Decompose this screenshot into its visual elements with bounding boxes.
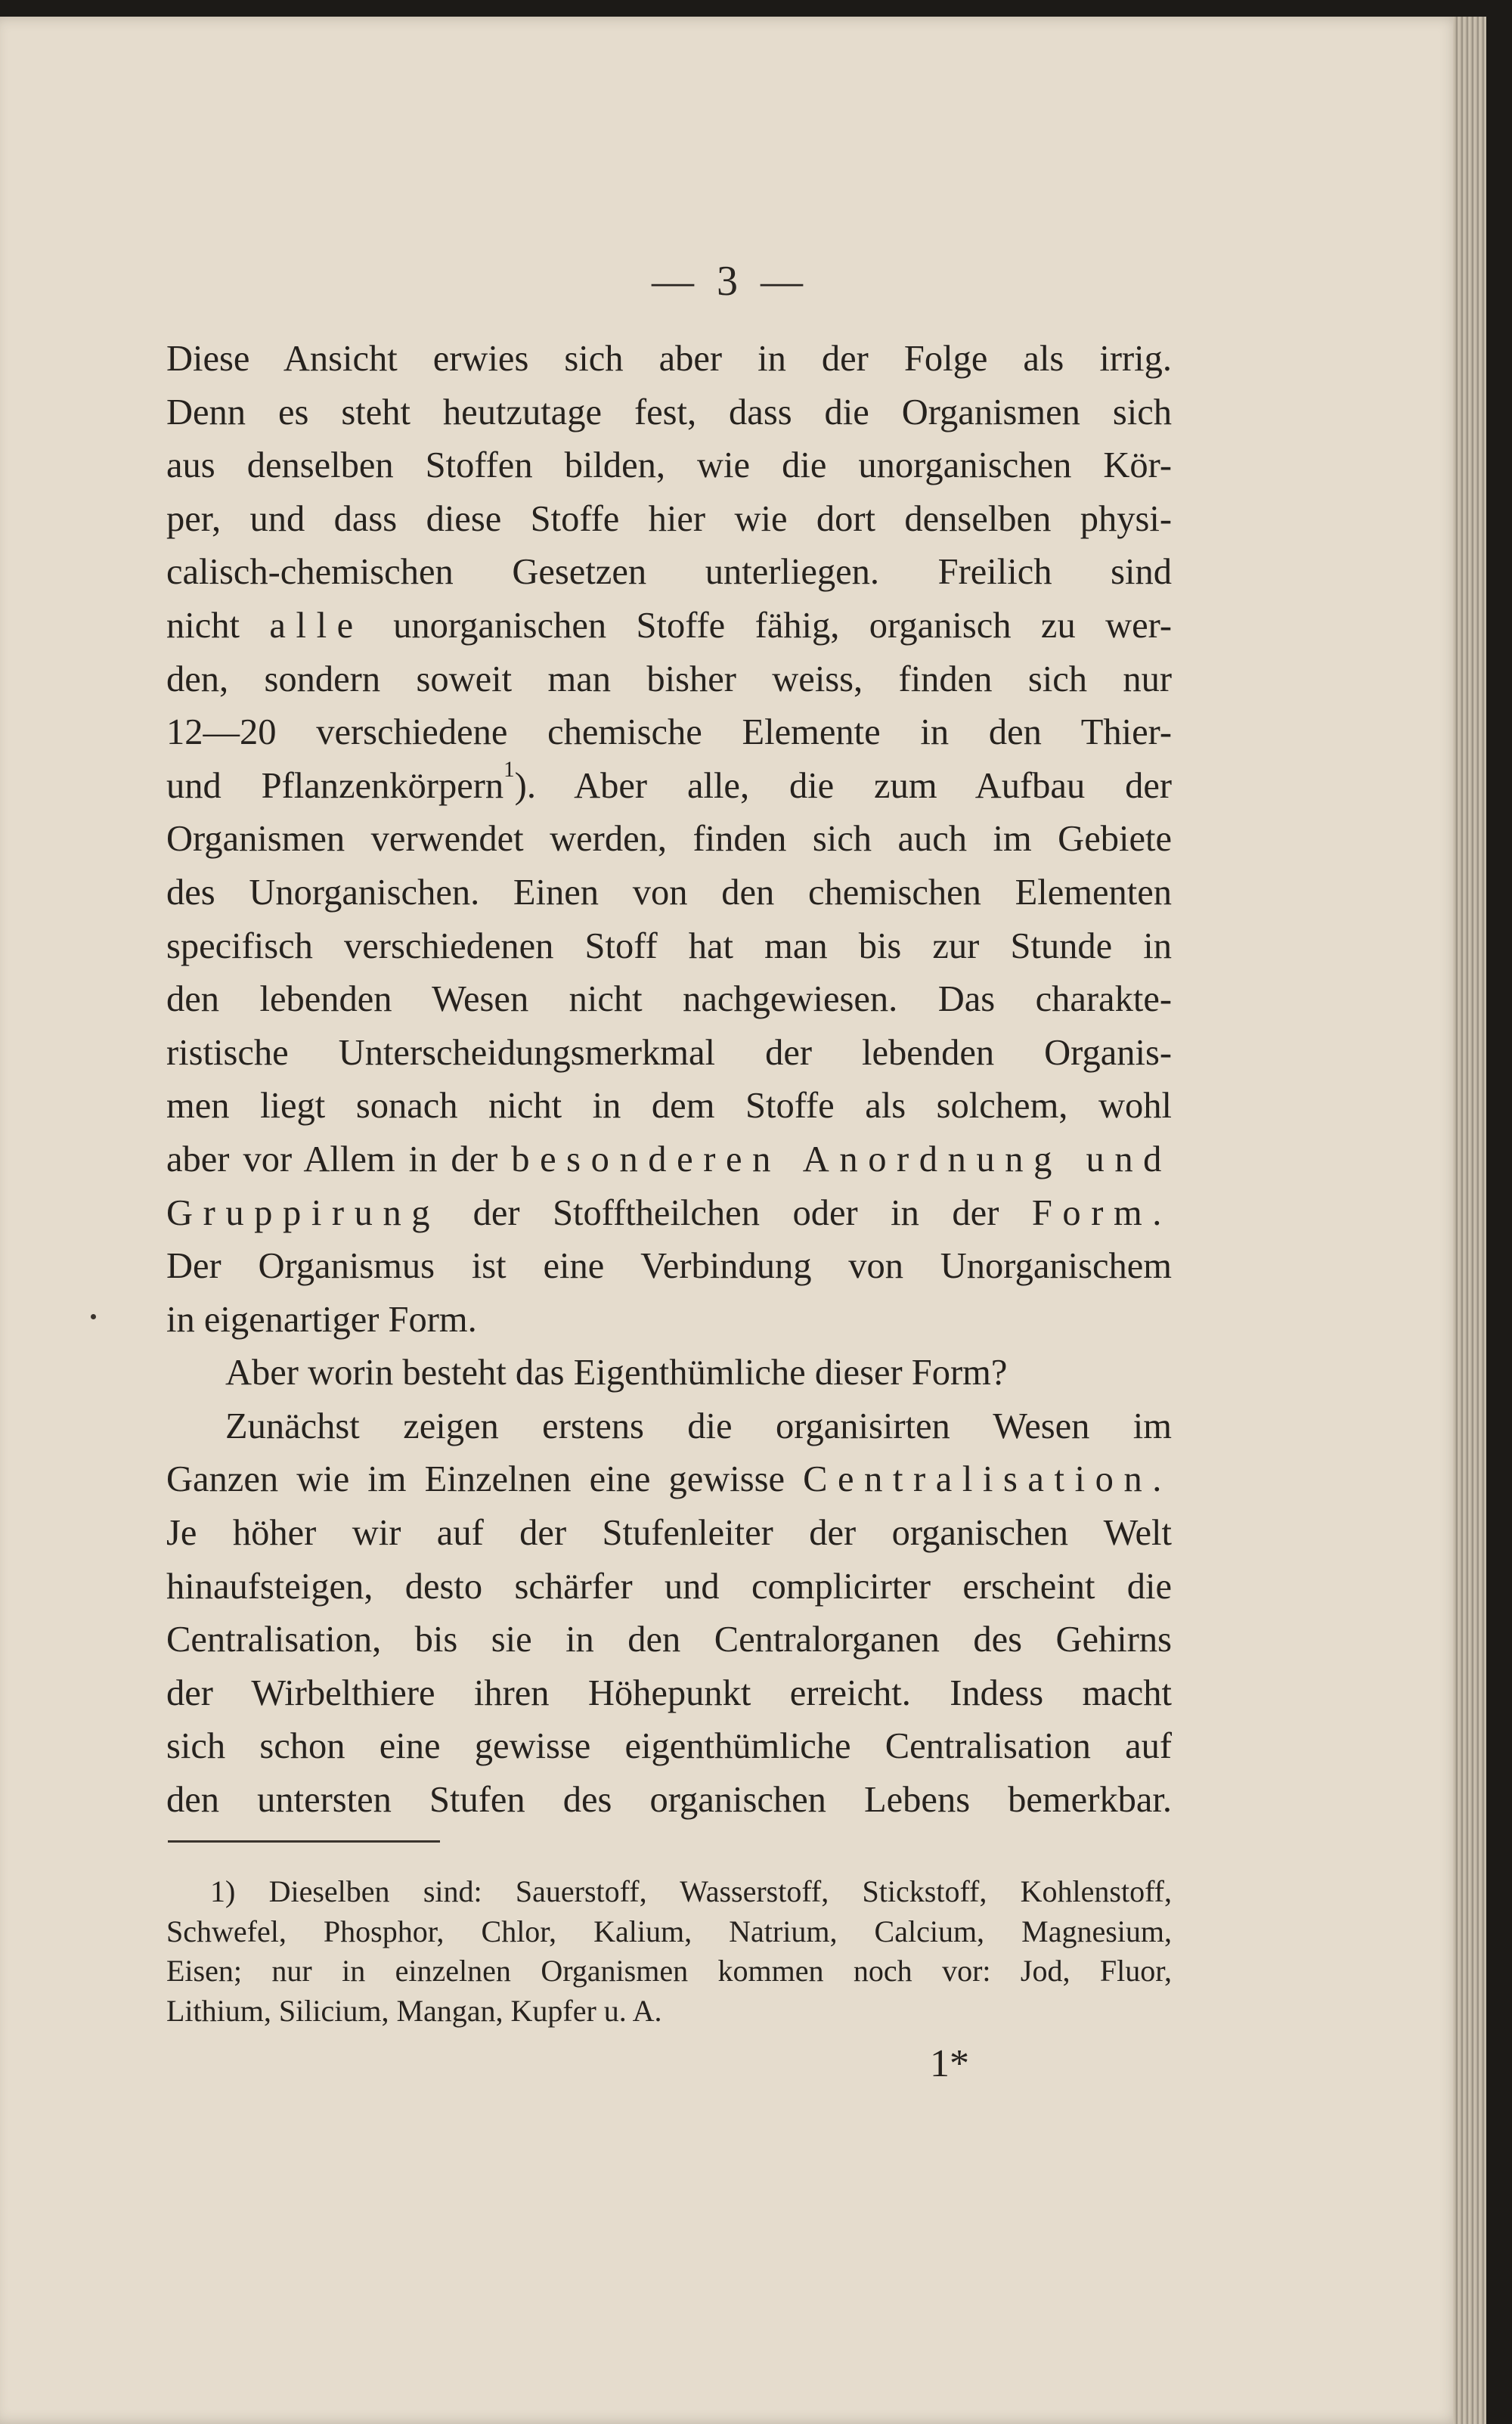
text-line: Ganzen wie im Einzelnen eine gewisse Centralisation. [166, 1459, 1172, 1500]
footnote-ref: 1 [503, 758, 515, 783]
page-stack-edge [1453, 17, 1486, 2424]
text-line: men liegt sonach nicht in dem Stoffe als solchem, wohl [166, 1086, 1172, 1127]
text-line: Zunächst zeigen erstens die organisirten Wesen im [225, 1406, 1172, 1446]
text-line: calisch-chemischen Gesetzen unterliegen. Freilich sind [166, 552, 1172, 593]
emphasis-spaced: Gruppirung [166, 1192, 441, 1233]
emphasis-spaced: besonderen Anordnung und [511, 1139, 1172, 1179]
text-line: und Pflanzenkörpern$^1$). Aber alle, die zum Aufbau der [166, 758, 1172, 806]
text-line: sich schon eine gewisse eigenthümliche Centralisation auf [166, 1726, 1172, 1767]
text-line: Je höher wir auf der Stufenleiter der organischen Welt [166, 1513, 1172, 1554]
text-line: per, und dass diese Stoffe hier wie dort denselben physi- [166, 498, 1172, 539]
text-line: Organismen verwendet werden, finden sich auch im Gebiete [166, 819, 1172, 860]
text-line: in eigenartiger Form. [166, 1299, 477, 1340]
page-number: — 3 — [652, 258, 809, 305]
main-text [166, 333, 1172, 1827]
text-line: Diese Ansicht erwies sich aber in der Folge als irrig. [166, 339, 1172, 379]
text-line: den lebenden Wesen nicht nachgewiesen. Das charakte- [166, 979, 1172, 1020]
text-line: ristische Unterscheidungsmerkmal der lebenden Organis- [166, 1032, 1172, 1073]
signature-mark: 1* [930, 2042, 969, 2085]
footnote-line: Schwefel, Phosphor, Chlor, Kalium, Natrium, Calcium, Magnesium, [166, 1914, 1172, 1948]
text-line: aus denselben Stoffen bilden, wie die unorganischen Kör- [166, 445, 1172, 486]
footnote-line: 1) Dieselben sind: Sauerstoff, Wasserstoff, Stickstoff, Kohlenstoff, [210, 1874, 1172, 1908]
footnote-line: Eisen; nur in einzelnen Organismen kommen noch vor: Jod, Fluor, [166, 1954, 1172, 1988]
text-line: Centralisation, bis sie in den Centralorganen des Gehirns [166, 1620, 1172, 1660]
text-line: Denn es steht heutzutage fest, dass die Organismen sich [166, 392, 1172, 432]
text-line: des Unorganischen. Einen von den chemischen Elementen [166, 872, 1172, 913]
text-line: Aber worin besteht das Eigenthümliche dieser Form? [225, 1353, 1008, 1393]
text-line: der Wirbelthiere ihren Höhepunkt erreicht. Indess macht [166, 1672, 1172, 1713]
text-line: Gruppirung der Stofftheilchen oder in der Form. [166, 1192, 1172, 1233]
emphasis-spaced: Centralisation. [803, 1459, 1172, 1500]
text-line: nicht alle unorganischen Stoffe fähig, organisch zu wer- [166, 605, 1172, 646]
text-line: 12—20 verschiedene chemische Elemente in den Thier- [166, 712, 1172, 753]
emphasis-spaced: alle [269, 605, 364, 646]
emphasis-spaced: Form. [1031, 1192, 1172, 1233]
margin-speck [91, 1314, 96, 1319]
text-line: den, sondern soweit man bisher weiss, finden sich nur [166, 659, 1172, 699]
footnote-rule [168, 1840, 440, 1843]
text-line: Der Organismus ist eine Verbindung von Unorganischem [166, 1246, 1172, 1287]
text-line: hinaufsteigen, desto schärfer und complicirter erscheint die [166, 1566, 1172, 1607]
footnote [166, 1872, 1172, 2031]
text-line: den untersten Stufen des organischen Lebens bemerkbar. [166, 1780, 1172, 1821]
text-line: specifisch verschiedenen Stoff hat man bis zur Stunde in [166, 925, 1172, 966]
footnote-line: Lithium, Silicium, Mangan, Kupfer u. A. [166, 1993, 662, 2028]
text-line: aber vor Allem in der besonderen Anordnung und [166, 1139, 1172, 1179]
